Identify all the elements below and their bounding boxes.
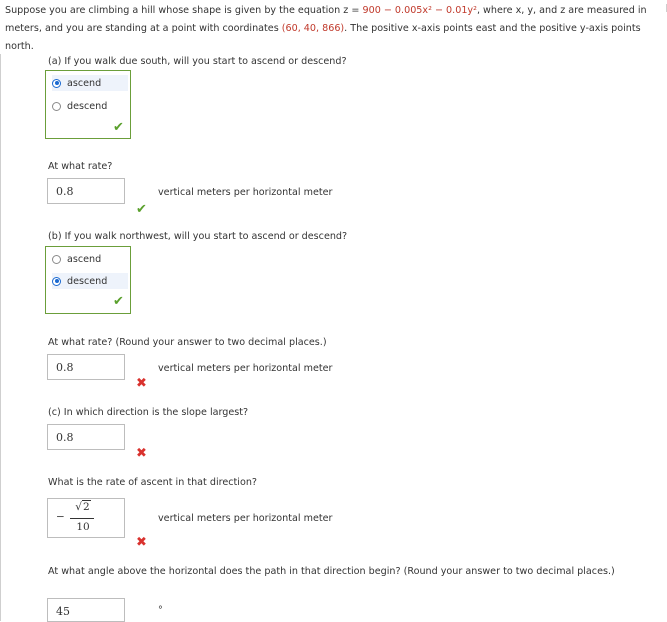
- problem-text-a: Suppose you are climbing a hill whose shape is given by the equation z =: [5, 5, 363, 16]
- minus-sign: −: [56, 511, 65, 523]
- fraction-bar: [70, 518, 94, 519]
- part-c-question: (c) In which direction is the slope largest?: [48, 407, 249, 418]
- radio-empty-icon[interactable]: [52, 102, 61, 111]
- incorrect-x-icon: ✖: [136, 535, 147, 550]
- problem-text-b: , where x, y, and z are measured in meters, and you are standing at a point with coordinates: [5, 5, 647, 34]
- part-a-question: (a) If you walk due south, will you start to ascend or descend?: [48, 56, 347, 67]
- part-b-choice-box: [45, 246, 131, 314]
- part-b-option-ascend[interactable]: [52, 251, 128, 267]
- radio-selected-icon[interactable]: [52, 277, 61, 286]
- part-a-option-descend[interactable]: [52, 98, 128, 114]
- left-margin-rule: [0, 54, 1, 621]
- incorrect-x-icon: ✖: [136, 446, 147, 461]
- part-b-option-descend[interactable]: [52, 273, 128, 289]
- part-a-choice-box: [45, 70, 131, 139]
- part-c-ascent-unit: vertical meters per horizontal meter: [158, 513, 333, 524]
- radio-empty-icon[interactable]: [52, 255, 61, 264]
- problem-statement: [5, 2, 655, 56]
- correct-check-icon: ✔: [136, 202, 147, 217]
- part-a-option-ascend[interactable]: [52, 75, 128, 91]
- correct-check-icon: ✔: [113, 120, 124, 135]
- part-c-ascent-input[interactable]: [47, 498, 125, 538]
- part-c-direction-input[interactable]: 0.8: [47, 424, 125, 450]
- incorrect-x-icon: ✖: [136, 376, 147, 391]
- part-b-rate-label: At what rate? (Round your answer to two decimal places.): [48, 337, 327, 348]
- problem-equation: 900 − 0.005x² − 0.01y²: [362, 5, 477, 16]
- part-b-rate-unit: vertical meters per horizontal meter: [158, 363, 333, 374]
- part-c-angle-label: At what angle above the horizontal does the path in that direction begin? (Round your answer to two decimal places.): [48, 566, 615, 577]
- option-label: descend: [67, 275, 108, 287]
- radio-selected-icon[interactable]: [52, 79, 61, 88]
- sqrt-radicand: 2: [83, 501, 90, 513]
- degree-unit: °: [158, 605, 163, 616]
- problem-text-c: . The positive x-axis points east and the positive y-axis points north.: [5, 23, 641, 52]
- part-b-rate-input[interactable]: 0.8: [47, 354, 125, 380]
- part-c-ascent-label: What is the rate of ascent in that direction?: [48, 477, 258, 488]
- option-label: ascend: [67, 77, 102, 89]
- correct-check-icon: ✔: [113, 294, 124, 309]
- part-c-angle-input[interactable]: 45: [47, 598, 125, 622]
- fraction-numerator: [72, 501, 94, 513]
- part-a-rate-input[interactable]: 0.8: [47, 178, 125, 204]
- part-b-question: (b) If you walk northwest, will you start to ascend or descend?: [48, 231, 348, 242]
- sqrt-icon: √: [75, 501, 82, 513]
- fraction-denominator: 10: [76, 521, 90, 533]
- option-label: descend: [67, 100, 108, 112]
- problem-point: (60, 40, 866): [281, 23, 345, 34]
- part-a-rate-unit: vertical meters per horizontal meter: [158, 187, 333, 198]
- part-a-rate-label: At what rate?: [48, 161, 113, 172]
- option-label: ascend: [67, 253, 102, 265]
